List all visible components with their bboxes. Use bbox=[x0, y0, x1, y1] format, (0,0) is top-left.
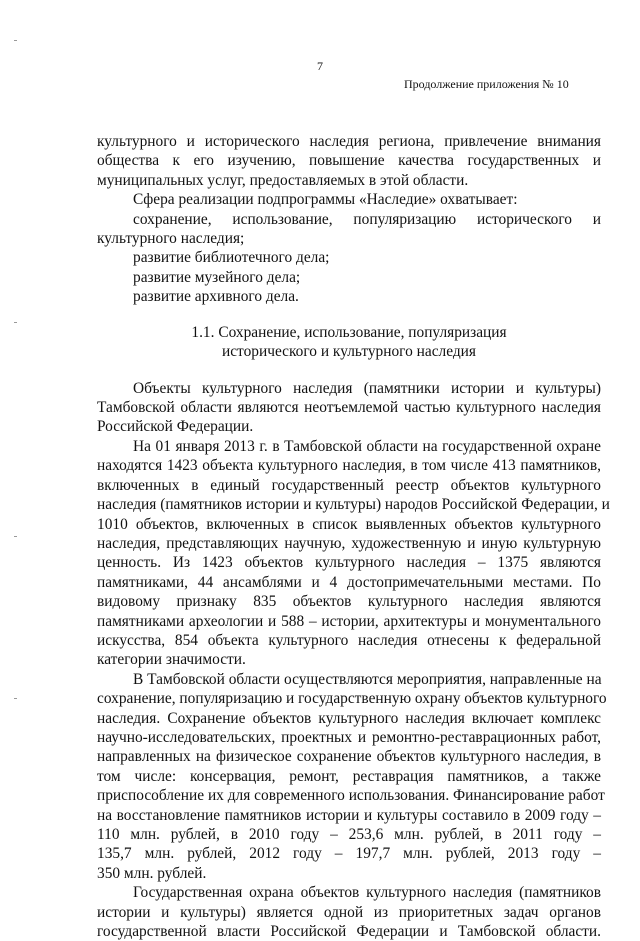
text-line: В Тамбовской области осуществляются мероприятия, направленные на bbox=[133, 670, 602, 688]
text-line: искусства, 854 объекта культурного наследия отнесены к федеральной bbox=[97, 631, 601, 649]
scan-mark bbox=[14, 40, 17, 41]
text-line: сохранение, использование, популяризацию исторического и bbox=[133, 210, 601, 228]
text-line: Объекты культурного наследия (памятники истории и культуры) bbox=[133, 379, 601, 397]
text-line: наследия (памятников истории и культуры) народов Российской Федерации, и bbox=[97, 496, 610, 514]
text-line: Тамбовской области являются неотъемлемой частью культурного наследия bbox=[97, 399, 601, 417]
paragraph-2 bbox=[97, 190, 601, 209]
document-body bbox=[97, 132, 610, 941]
list-item bbox=[97, 268, 601, 287]
text-line: видовому признаку 835 объектов культурного наследия являются bbox=[97, 593, 601, 611]
scan-mark bbox=[14, 536, 17, 537]
heading-line: исторического и культурного наследия bbox=[221, 342, 476, 360]
text-line: 110 млн. рублей, в 2010 году – 253,6 млн. рублей, в 2011 году – bbox=[97, 826, 601, 843]
text-line: наследия. Сохранение объектов культурного наследия включает комплекс bbox=[97, 709, 601, 727]
text-line: культурного наследия; bbox=[97, 230, 245, 248]
paragraph-4 bbox=[97, 437, 610, 670]
text-line: категории значимости. bbox=[97, 651, 246, 669]
text-line: развитие музейного дела; bbox=[133, 268, 301, 286]
text-line: ценность. Из 1423 объектов культурного наследия – 1375 являются bbox=[97, 554, 601, 572]
text-line: культурного и исторического наследия региона, привлечение внимания bbox=[97, 133, 601, 150]
text-line: наследия, представляющих научную, художественную и иную культурную bbox=[97, 534, 601, 552]
text-line: на восстановление памятников истории и культуры составило в 2009 году – bbox=[97, 806, 601, 824]
appendix-note: Продолжение приложения № 10 bbox=[404, 77, 569, 91]
paragraph-6 bbox=[97, 883, 601, 941]
text-line: 350 млн. рублей. bbox=[97, 864, 207, 882]
text-line: сохранение, популяризацию и государственную охрану объектов культурного bbox=[97, 690, 607, 708]
text-line: приспособление их для современного использования. Финансирование работ bbox=[97, 787, 605, 805]
text-line: том числе: консервация, ремонт, реставрация памятников, а также bbox=[97, 767, 601, 785]
text-line: муниципальных услуг, предоставляемых в этой области. bbox=[97, 171, 469, 189]
text-line: Государственная охрана объектов культурного наследия (памятников bbox=[133, 884, 601, 902]
scan-mark bbox=[14, 322, 17, 323]
page-number: 7 bbox=[317, 59, 323, 73]
text-line: направленных на физическое сохранение объектов культурного наследия, в bbox=[97, 748, 601, 766]
text-line: Сфера реализации подпрограммы «Наследие» охватывает: bbox=[133, 191, 518, 209]
text-line: истории и культуры) является одной из приоритетных задач органов bbox=[97, 903, 601, 921]
list-item bbox=[97, 248, 601, 267]
text-line: развитие библиотечного дела; bbox=[133, 249, 330, 267]
paragraph-5 bbox=[97, 670, 607, 883]
text-line: находятся 1423 объекта культурного наследия, в том числе 413 памятников, bbox=[97, 457, 601, 475]
text-line: 1010 объектов, включенных в список выявленных объектов культурного bbox=[97, 515, 601, 533]
text-line: На 01 января 2013 г. в Тамбовской области на государственной охране bbox=[133, 437, 601, 455]
text-line: общества к его изучению, повышение качества государственных и bbox=[97, 152, 601, 170]
text-line: памятниками археологии и 588 – истории, архитектуры и монументального bbox=[97, 612, 601, 630]
text-line: 135,7 млн. рублей, 2012 году – 197,7 млн. рублей, 2013 году – bbox=[97, 845, 601, 863]
paragraph-1 bbox=[97, 132, 601, 190]
heading-line: 1.1. Сохранение, использование, популяризация bbox=[191, 323, 507, 341]
list-item bbox=[97, 210, 601, 249]
text-line: Российской Федерации. bbox=[97, 418, 254, 436]
text-line: включенных в единый государственный реестр объектов культурного bbox=[97, 476, 601, 494]
section-heading bbox=[97, 323, 601, 361]
text-line: государственной власти Российской Федерации и Тамбовской области. bbox=[97, 923, 601, 941]
text-line: научно-исследовательских, проектных и ремонтно-реставрационных работ, bbox=[97, 728, 601, 746]
text-line: памятниками, 44 ансамблями и 4 достопримечательными местами. По bbox=[97, 573, 601, 591]
text-line: развитие архивного дела. bbox=[133, 288, 299, 306]
paragraph-3 bbox=[97, 379, 601, 437]
list-item bbox=[97, 287, 601, 306]
scan-mark bbox=[14, 698, 17, 699]
